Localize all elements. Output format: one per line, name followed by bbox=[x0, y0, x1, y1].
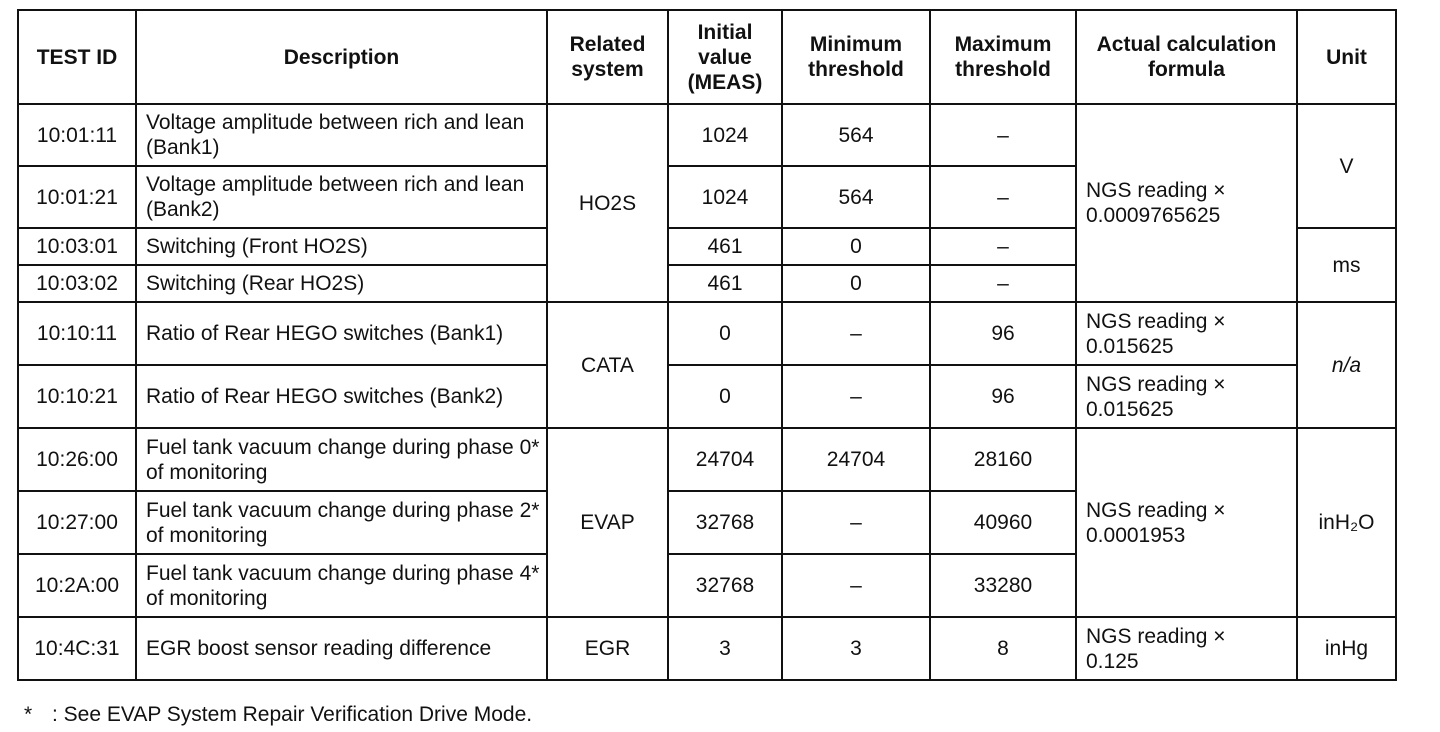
initial-value-cell: 1024 bbox=[668, 104, 782, 166]
max-threshold-cell: 40960 bbox=[930, 491, 1076, 554]
header-min-threshold: Minimum threshold bbox=[782, 10, 930, 104]
unit-cell: V bbox=[1297, 104, 1396, 228]
min-threshold-cell: – bbox=[782, 365, 930, 428]
test-id-cell: 10:27:00 bbox=[18, 491, 136, 554]
min-threshold-cell: – bbox=[782, 302, 930, 365]
max-threshold-cell: – bbox=[930, 104, 1076, 166]
initial-value-cell: 461 bbox=[668, 265, 782, 302]
related-system-cell: EVAP bbox=[547, 428, 668, 617]
min-threshold-cell: 0 bbox=[782, 265, 930, 302]
min-threshold-cell: 3 bbox=[782, 617, 930, 680]
related-system-cell: EGR bbox=[547, 617, 668, 680]
max-threshold-cell: 28160 bbox=[930, 428, 1076, 491]
max-threshold-cell: 96 bbox=[930, 302, 1076, 365]
min-threshold-cell: – bbox=[782, 554, 930, 617]
description-cell: Ratio of Rear HEGO switches (Bank2) bbox=[136, 365, 547, 428]
formula-cell: NGS reading × 0.0001953 bbox=[1076, 428, 1297, 617]
initial-value-cell: 461 bbox=[668, 228, 782, 265]
min-threshold-cell: 0 bbox=[782, 228, 930, 265]
test-id-cell: 10:4C:31 bbox=[18, 617, 136, 680]
related-system-cell: HO2S bbox=[547, 104, 668, 302]
description-cell: EGR boost sensor reading difference bbox=[136, 617, 547, 680]
test-id-cell: 10:01:11 bbox=[18, 104, 136, 166]
formula-cell: NGS reading × 0.125 bbox=[1076, 617, 1297, 680]
description-cell: Switching (Rear HO2S) bbox=[136, 265, 547, 302]
max-threshold-cell: – bbox=[930, 166, 1076, 228]
test-id-cell: 10:26:00 bbox=[18, 428, 136, 491]
initial-value-cell: 3 bbox=[668, 617, 782, 680]
max-threshold-cell: – bbox=[930, 228, 1076, 265]
test-results-table bbox=[17, 9, 1397, 681]
test-id-cell: 10:03:01 bbox=[18, 228, 136, 265]
footnote-star: * bbox=[24, 703, 33, 726]
table-row bbox=[18, 617, 1396, 680]
initial-value-cell: 0 bbox=[668, 302, 782, 365]
initial-value-cell: 24704 bbox=[668, 428, 782, 491]
header-unit: Unit bbox=[1297, 10, 1396, 104]
unit-cell: inH₂O bbox=[1297, 428, 1396, 617]
max-threshold-cell: – bbox=[930, 265, 1076, 302]
unit-cell: ms bbox=[1297, 228, 1396, 302]
description-cell: Switching (Front HO2S) bbox=[136, 228, 547, 265]
table-row bbox=[18, 365, 1396, 428]
initial-value-cell: 1024 bbox=[668, 166, 782, 228]
footnote bbox=[24, 702, 532, 728]
test-id-cell: 10:2A:00 bbox=[18, 554, 136, 617]
min-threshold-cell: 24704 bbox=[782, 428, 930, 491]
header-related-system: Related system bbox=[547, 10, 668, 104]
header-formula: Actual calculation formula bbox=[1076, 10, 1297, 104]
header-test-id: TEST ID bbox=[18, 10, 136, 104]
max-threshold-cell: 96 bbox=[930, 365, 1076, 428]
header-max-threshold: Maximum threshold bbox=[930, 10, 1076, 104]
unit-cell: inHg bbox=[1297, 617, 1396, 680]
header-description: Description bbox=[136, 10, 547, 104]
description-cell: Fuel tank vacuum change during phase 2* of monitoring bbox=[136, 491, 547, 554]
initial-value-cell: 32768 bbox=[668, 554, 782, 617]
test-id-cell: 10:10:11 bbox=[18, 302, 136, 365]
table-row bbox=[18, 104, 1396, 166]
max-threshold-cell: 33280 bbox=[930, 554, 1076, 617]
table-row bbox=[18, 302, 1396, 365]
header-row bbox=[18, 10, 1396, 104]
table-row bbox=[18, 428, 1396, 491]
description-cell: Ratio of Rear HEGO switches (Bank1) bbox=[136, 302, 547, 365]
initial-value-cell: 32768 bbox=[668, 491, 782, 554]
min-threshold-cell: – bbox=[782, 491, 930, 554]
initial-value-cell: 0 bbox=[668, 365, 782, 428]
formula-cell: NGS reading × 0.015625 bbox=[1076, 302, 1297, 365]
footnote-text: : See EVAP System Repair Verification Drive Mode. bbox=[52, 703, 533, 726]
unit-cell: n/a bbox=[1297, 302, 1396, 428]
description-cell: Voltage amplitude between rich and lean (Bank2) bbox=[136, 166, 547, 228]
related-system-cell: CATA bbox=[547, 302, 668, 428]
description-cell: Fuel tank vacuum change during phase 0* of monitoring bbox=[136, 428, 547, 491]
test-id-cell: 10:03:02 bbox=[18, 265, 136, 302]
test-id-cell: 10:01:21 bbox=[18, 166, 136, 228]
header-initial-value: Initial value (MEAS) bbox=[668, 10, 782, 104]
description-cell: Fuel tank vacuum change during phase 4* of monitoring bbox=[136, 554, 547, 617]
min-threshold-cell: 564 bbox=[782, 104, 930, 166]
max-threshold-cell: 8 bbox=[930, 617, 1076, 680]
formula-cell: NGS reading × 0.0009765625 bbox=[1076, 104, 1297, 302]
formula-cell: NGS reading × 0.015625 bbox=[1076, 365, 1297, 428]
description-cell: Voltage amplitude between rich and lean (Bank1) bbox=[136, 104, 547, 166]
test-id-cell: 10:10:21 bbox=[18, 365, 136, 428]
min-threshold-cell: 564 bbox=[782, 166, 930, 228]
